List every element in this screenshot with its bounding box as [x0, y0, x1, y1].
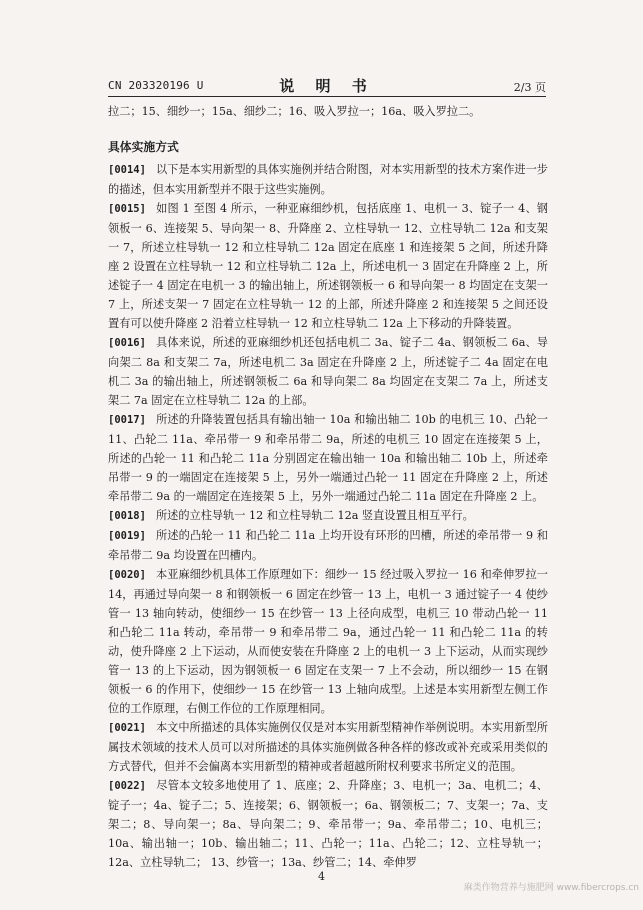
header-divider	[108, 96, 546, 97]
paragraph-number: [0022]	[108, 780, 146, 792]
paragraph-number: [0018]	[108, 510, 146, 522]
paragraph	[108, 506, 548, 526]
paragraph-number: [0020]	[108, 569, 146, 581]
paragraph-text: 所述的凸轮一 11 和凸轮二 11a 上均开设有环形的凹槽，所述的牵吊带一 9 和牵吊带二 9a 均设置在凹槽内。	[108, 529, 548, 562]
page-number: 4	[318, 870, 325, 883]
paragraph-text: 所述的立柱导轨一 12 和立柱导轨二 12a 竖直设置且相互平行。	[155, 509, 474, 522]
paragraph	[108, 565, 548, 718]
document-title: 说 明 书	[279, 77, 375, 95]
paragraph	[108, 776, 548, 872]
paragraph	[108, 526, 548, 565]
paragraph-text: 具体来说，所述的亚麻细纱机还包括电机二 3a、锭子二 4a、钢领板二 6a、导向架二 8a 和支架二 7a，所述电机二 3a 固定在升降座 2 上，所述锭子二 4a 固定在电机二 3a 的输出轴上，所述钢领板二 6a 和导向架二 8a 均固定在支架二 7a 上，所述支架二 7a 固定在立柱导轨二 12a 的上部。	[108, 336, 548, 407]
page-header	[108, 76, 546, 96]
paragraph	[108, 199, 548, 333]
paragraph	[108, 718, 548, 776]
paragraph-list	[108, 160, 548, 872]
paragraph-number: [0017]	[108, 414, 146, 426]
paragraph-number: [0021]	[108, 722, 146, 734]
watermark-text: 麻类作物营养与施肥网 www.fibercrops.cn	[463, 883, 639, 893]
paragraph-number: [0014]	[108, 164, 146, 176]
paragraph-text: 所述的升降装置包括具有输出轴一 10a 和输出轴二 10b 的电机三 10、凸轮一 11、凸轮二 11a、牵吊带一 9 和牵吊带二 9a，所述的电机三 10 固定在连接架 5 上，所述的凸轮一 11 和凸轮二 11a 分别固定在输出轴一 10a 和输出轴二 10b 上，所述牵吊带一 9 的一端固定在连接架 5 上，另外一端通过凸轮一 11 固定在升降座 2 上，所述牵吊带二 9a 的一端固定在连接架 5 上，另外一端通过凸轮二 11a 固定在升降座 2 上。	[108, 413, 548, 503]
paragraph-text: 如图 1 至图 4 所示，一种亚麻细纱机，包括底座 1、电机一 3、锭子一 4、钢领板一 6、连接架 5、导向架一 8、升降座 2、立柱导轨一 12、立柱导轨二 12a 和支架一 7，所述立柱导轨一 12 和立柱导轨二 12a 固定在底座 1 和连接架 5 之间，所述升降座 2 设置在立柱导轨一 12 和立柱导轨二 12a 上，所述电机一 3 固定在升降座 2 上，所述锭子一 4 固定在电机一 3 的输出轴上，所述钢领板一 6 和导向架一 8 均固定在支架一 7 上，所述支架一 7 固定在立柱导轨一 12 的上部，所述升降座 2 和连接架 5 之间还设置有可以使升降座 2 沿着立柱导轨一 12 和立柱导轨二 12a 上下移动的升降装置。	[108, 202, 548, 330]
patent-number: CN 203320196 U	[108, 79, 204, 92]
document-body	[108, 102, 548, 872]
paragraph-text: 本文中所描述的具体实施例仅仅是对本实用新型精神作举例说明。本实用新型所属技术领域的技术人员可以对所描述的具体实施例做各种各样的修改或补充或采用类似的方式替代，但并不会偏离本实用新型的精神或者超越所附权利要求书所定义的范围。	[108, 721, 548, 773]
page-indicator: 2/3 页	[513, 81, 546, 94]
paragraph	[108, 160, 548, 199]
paragraph-number: [0019]	[108, 530, 146, 542]
paragraph	[108, 410, 548, 506]
paragraph-number: [0015]	[108, 203, 146, 215]
paragraph	[108, 333, 548, 410]
paragraph-text: 尽管本文较多地使用了 1、底座；2、升降座；3、电机一；3a、电机二；4、锭子一；4a、锭子二；5、连接架；6、钢领板一；6a、钢领板二；7、支架一；7a、支架二；8、导向架一；8a、导向架二；9、牵吊带一；9a、牵吊带二；10、电机三；10a、输出轴一；10b、输出轴二；11、凸轮一；11a、凸轮二；12、立柱导轨一；12a、立柱导轨二； 13、纱管一；13a、纱管二；14、牵伸罗	[108, 779, 548, 869]
paragraph-text: 以下是本实用新型的具体实施例并结合附图，对本实用新型的技术方案作进一步的描述，但本实用新型并不限于这些实施例。	[108, 163, 548, 196]
section-title: 具体实施方式	[108, 140, 179, 154]
paragraph-text: 本亚麻细纱机具体工作原理如下：细纱一 15 经过吸入罗拉一 16 和牵伸罗拉一 14，再通过导向架一 8 和钢领板一 6 固定在纱管一 13 上，电机一 3 通过锭子一 4 使纱管一 13 轴向转动，使细纱一 15 在纱管一 13 上径向成型，电机三 10 带动凸轮一 11 和凸轮二 11a 转动，牵吊带一 9 和牵吊带二 9a，通过凸轮一 11 和凸轮二 11a 的转动，使升降座 2 上下运动，从而使安装在升降座 2 上的电机一 3 上下运动，从而实现纱管一 13 的上下运动，因为钢领板一 6 固定在支架一 7 上不会动，所以细纱一 15 在钢领板一 6 的作用下，使细纱一 15 在纱管一 13 上轴向成型。上述是本实用新型左侧工作位的工作原理，右侧工作位的工作原理相同。	[108, 568, 548, 715]
intro-line: 拉二；15、细纱一；15a、细纱二；16、吸入罗拉一；16a、吸入罗拉二。	[108, 105, 481, 118]
paragraph-number: [0016]	[108, 337, 146, 349]
